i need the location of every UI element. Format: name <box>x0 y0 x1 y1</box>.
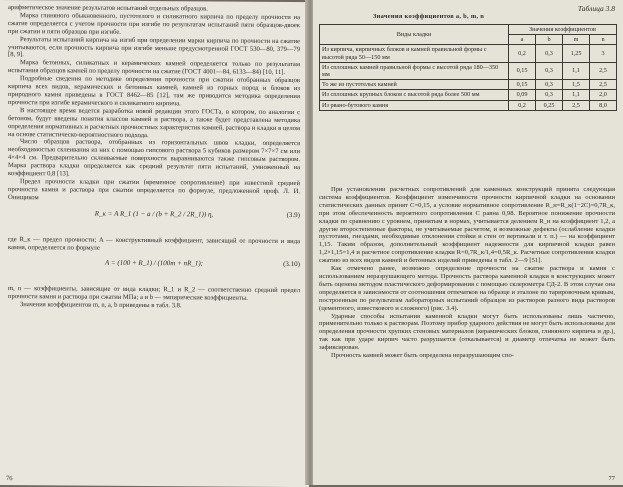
coefficients-table <box>319 24 617 111</box>
paragraph: Подробные сведения по методике определения прочности при сжатии отобранных образцов кирпича всех видов, керамических и бетонных камней, камней из горных пород и блоков из природного камня приведены в ГОСТ 8462—85 [12], там же приводится методика определения прочности при изгибе керамического и силикатного кирпича. <box>8 75 300 108</box>
table-title: Значения коэффициентов a, b, m, n <box>373 13 485 20</box>
table-header-cell: a <box>509 35 536 45</box>
table-row <box>320 80 617 90</box>
table-cell: 0,3 <box>536 80 563 90</box>
page-number: 77 <box>608 475 615 482</box>
table-row <box>320 62 617 79</box>
page-number: 76 <box>6 475 13 483</box>
paragraph: Значения коэффициентов m, n, a, b приведены в табл. 3.8. <box>20 301 182 310</box>
table-row <box>320 90 617 100</box>
paragraph: m, n — коэффициенты, зависящие от вида кладки; R_1 и R_2 — соответственно средний предел прочности камня и раствора при сжатии МПа; a и b — эмпирические коэффициенты. <box>8 285 300 303</box>
table-cell: 2,5 <box>590 80 617 90</box>
paragraph: Как отмечено ранее, возможно определение прочности на сжатие раствора и камня с использованием неразрушающего метода. Прочность раствора каменной кладки в конструкциях может быть оценена методом пластического деформирования с помощью склерометра СД-2. В этом случае она определяется в зависимости от соотношения отпечатков на образце и эталоне по тарировочным кривым, построенным по результатам лабораторных испытаний образцов из растворов разного вида растворов (цементного, известкового и сложного) (рис. 3.4). <box>319 265 615 312</box>
table-header-cell: m <box>563 35 590 45</box>
paragraph: В настоящее время ведется разработка новой редакции этого ГОСТа, в котором, по аналогии с бетоном, будут введены понятия классов камней и раствора, а также будет представлена методика определения нормативных и расчетных прочностных характеристик камней, раствора и кладки в целом на основе статистическо-вероятностного подхода. <box>8 106 300 139</box>
table-row <box>320 45 617 62</box>
paragraph: Марка бетонных, силикатных и керамических камней определяется только по результатам испытания образцов камней по пределу прочности на сжатие (ГОСТ 4001—84, 6133—84) [10, 11]. <box>8 59 300 77</box>
formula-3-10 <box>8 258 300 282</box>
table-cell: 2,5 <box>590 62 617 79</box>
paragraph: арифметическое значение результатов испытаний отдельных образцов. <box>8 4 208 13</box>
table-cell-kind: Из кирпича, кирпичных блоков и камней правильной формы с высотой ряда 50—150 мм <box>320 45 509 62</box>
formula-number: (3.10) <box>283 260 300 269</box>
table-cell: 1,5 <box>563 80 590 90</box>
table-cell: 0,2 <box>509 100 536 110</box>
table-cell: 0,15 <box>509 80 536 90</box>
paragraph: Результаты испытаний кирпича на изгиб при определении марки кирпича по прочности на сжатие учитываются, если прочность кирпича при изгибе меньше предусмотренной ГОСТ 530—80, 379—79 [8, 9]. <box>8 35 300 59</box>
table-row <box>320 100 617 110</box>
table-header-cell: n <box>590 35 617 45</box>
table-caption: Таблица 3.8 <box>577 4 615 13</box>
table-header-values: Значения коэффициентов <box>509 25 617 35</box>
right-page <box>313 0 623 485</box>
table-cell: 0,2 <box>509 45 536 62</box>
table-cell: 1,25 <box>563 45 590 62</box>
paragraph: Предел прочности кладки при сжатии (временное сопротивление) при известной средней прочности камня и раствора при сжатии определяется по формуле, предложенной проф. Л. И. Онищиком <box>8 178 300 202</box>
table-cell-kind: Из сплошных крупных блоков с высотой ряда более 500 мм <box>320 90 509 100</box>
table-cell: 0,09 <box>509 90 536 100</box>
table-cell: 2,0 <box>590 90 617 100</box>
left-text-column <box>8 4 300 311</box>
table-header-cell: b <box>536 35 563 45</box>
table-cell: 0,3 <box>536 62 563 79</box>
table-cell: 0,3 <box>536 45 563 62</box>
table-cell: 0,15 <box>509 62 536 79</box>
paragraph: где R_к — предел прочности; A — конструктивный коэффициент, зависящий от прочности и вида камня, определяется по формуле <box>8 235 300 252</box>
table-cell: 2,5 <box>563 100 590 110</box>
formula-number: (3.9) <box>286 210 300 219</box>
table-cell: 1,1 <box>563 62 590 79</box>
table-header-kind: Виды кладки <box>320 25 509 45</box>
table-cell: 0,3 <box>536 90 563 100</box>
table-cell-kind: Из сплошных камней правильной формы с высотой ряда 180—350 мм <box>320 62 509 79</box>
table-cell: 8,0 <box>590 100 617 110</box>
right-text-column <box>319 186 615 360</box>
formula-text: R_к = A R_1 (1 − a / (b + R_2 / 2R_1)) η, <box>94 209 214 219</box>
paragraph: Марка глиняного обыкновенного, пустотелого и силикатного кирпича по пределу прочности на сжатие определяется с учетом прочности при изгибе по результатам испытаний пяти образцов-двоек при сжатии и пяти образцов при изгибе. <box>8 12 300 36</box>
table-cell-kind: То же из пустотелых камней <box>320 80 509 90</box>
left-page <box>0 0 309 487</box>
table-cell-kind: Из рвано-бутового камня <box>320 100 509 110</box>
paragraph: При установлении расчетных сопротивлений для каменных конструкций принята следующая система коэффициентов. Коэффициент изменчивости прочности кирпичной кладки на основании статистических данных принят C=0,15, а условие нормативное сопротивление R_н=R_к(1−2C)=0,7R_к, при этом обеспеченность вероятного сопротивления C равна 0,98. Вероятное понижение прочности кладки по сравнению с уровнем, принятым в нормах, учитывается делением R_н на коэффициент 1,2, а другие второстепенные факторы, не учитываемые расчетом, и возможные дефекты (ослабление кладки пустотами, гнездами, необходимые отклонения стойки и стен от вертикали и т. п.) — на коэффициент 1,15. Таким образом, дополнительный коэффициент надежности для кирпичной кладки равен 1,2×1,15=1,4 и расчетное сопротивление кладки R=0,7R_к/1,4=0,5R_к. Расчетные сопротивления кладки сжатию из всех видов камней и бетонных изделий приведены в табл. 2—9 [51]. <box>319 186 615 265</box>
paragraph: Ударные способы испытания каменной кладки могут быть использованы лишь частично, применительно только к растворам. Поэтому прибор ударного действия не могут быть использованы для определения прочности хрупких стеновых материалов (керамических блоков, глиняного кирпича и др.), так как при ударе кирпич часто разрушается (откалывается) и диаметр отпечатка не может быть зафиксирован. <box>319 312 615 352</box>
formula-text: A = (100 + R_1) / (100m + nR_1); <box>104 259 204 268</box>
table-cell: 3 <box>590 45 617 62</box>
paragraph: Число образцов раствора, отобранных из горизонтальных швов кладки, определяется необходимостью склеивания из них с помощью гипсового раствора 5 кубиков размером 7×7×7 см или 4×4×4 см. Предварительно склеиваемые поверхности выравниваются также гипсовым раствором. Марка раствора кладки определяется как средний результат пяти испытаний, умноженный на коэффициент 0,8 [13]. <box>8 138 300 178</box>
table-cell: 1,1 <box>563 90 590 100</box>
paragraph: Прочность камней может быть определена неразрушающим спо- <box>331 352 515 360</box>
table-cell: 0,25 <box>536 100 563 110</box>
formula-3-9 <box>8 208 300 232</box>
